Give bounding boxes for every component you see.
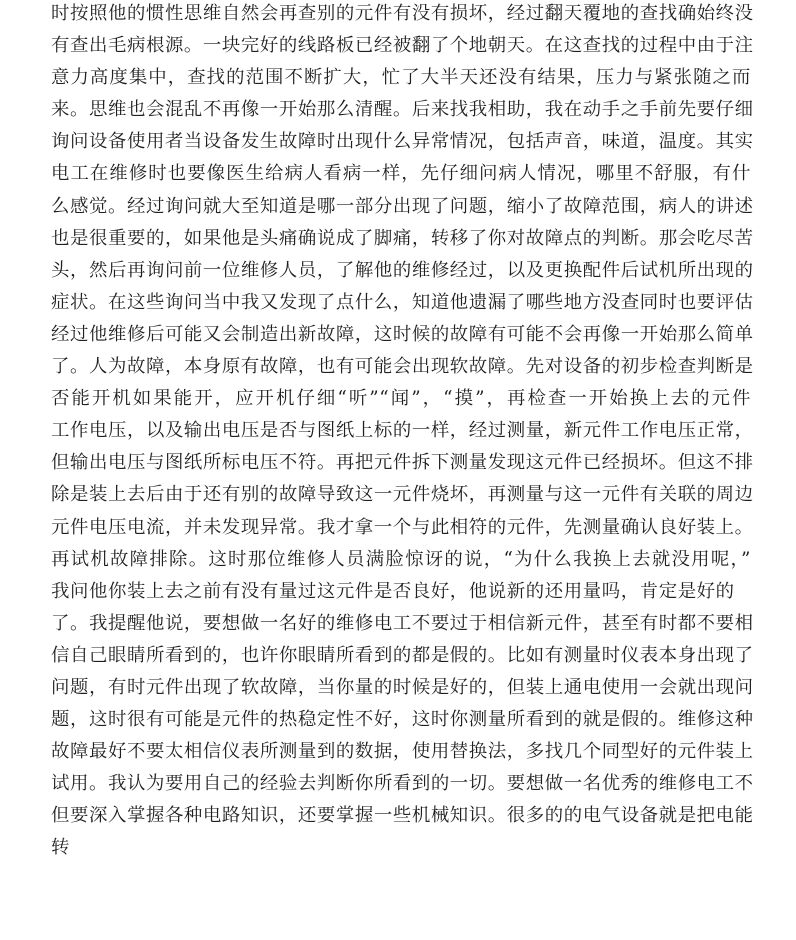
text-line: 问题，有时元件出现了软故障，当你量的时候是好的，但装上通电使用一会就出现问 [51, 676, 754, 698]
text-line: 来。思维也会混乱不再像一开始那么清醒。后来找我相助，我在动手之手前先要仔细 [51, 99, 754, 121]
text-line: 除是装上去后由于还有别的故障导致这一元件烧坏，再测量与这一元件有关联的周边 [51, 484, 754, 506]
text-line: 转 [51, 837, 70, 859]
text-line: 再试机故障排除。这时那位维修人员满脸惊讶的说，“为什么我换上去就没用呢，” [51, 548, 751, 570]
text-line: 元件电压电流，并未发现异常。我才拿一个与此相符的元件，先测量确认良好装上。 [51, 516, 754, 538]
text-line: 工作电压，以及输出电压是否与图纸上标的一样，经过测量，新元件工作电压正常， [51, 420, 754, 442]
text-line: 有查出毛病根源。一块完好的线路板已经被翻了个地朝天。在这查找的过程中由于注 [51, 35, 754, 57]
text-line: 询问设备使用者当设备发生故障时出现什么异常情况，包括声音，味道，温度。其实 [51, 131, 754, 153]
text-line: 但要深入掌握各种电路知识，还要掌握一些机械知识。很多的的电气设备就是把电能 [51, 805, 754, 827]
text-line: 也是很重要的，如果他是头痛确说成了脚痛，转移了你对故障点的判断。那会吃尽苦 [51, 227, 754, 249]
text-line: 症状。在这些询问当中我又发现了点什么，知道他遗漏了哪些地方没查同时也要评估 [51, 291, 754, 313]
text-line: 了。我提醒他说，要想做一名好的维修电工不要过于相信新元件，甚至有时都不要相 [51, 612, 754, 634]
text-line: 我问他你装上去之前有没有量过这元件是否良好，他说新的还用量吗，肯定是好的 [51, 580, 735, 602]
text-line: 但输出电压与图纸所标电压不符。再把元件拆下测量发现这元件已经损坏。但这不排 [51, 452, 754, 474]
text-line: 试用。我认为要用自己的经验去判断你所看到的一切。要想做一名优秀的维修电工不 [51, 773, 754, 795]
text-line: 头，然后再询问前一位维修人员，了解他的维修经过，以及更换配件后试机所出现的 [51, 259, 754, 281]
text-line: 了。人为故障，本身原有故障，也有可能会出现软故障。先对设备的初步检查判断是 [51, 356, 754, 378]
text-line: 电工在维修时也要像医生给病人看病一样，先仔细问病人情况，哪里不舒服，有什 [51, 163, 751, 185]
body-text [51, 0, 754, 865]
text-line: 题，这时很有可能是元件的热稳定性不好，这时你测量所看到的就是假的。维修这种 [51, 709, 754, 731]
text-line: 信自己眼睛所看到的，也许你眼睛所看到的都是假的。比如有测量时仪表本身出现了 [51, 644, 754, 666]
text-line: 故障最好不要太相信仪表所测量到的数据，使用替换法，多找几个同型好的元件装上 [51, 741, 754, 763]
text-line: 意力高度集中，查找的范围不断扩大，忙了大半天还没有结果，压力与紧张随之而 [51, 67, 751, 89]
text-line: 时按照他的惯性思维自然会再查别的元件有没有损坏，经过翻天覆地的查找确始终没 [51, 3, 754, 24]
text-line: 经过他维修后可能又会制造出新故障，这时候的故障有可能不会再像一开始那么简单 [51, 323, 754, 345]
text-line: 否能开机如果能开，应开机仔细“听”“闻”，“摸”，再检查一开始换上去的元件 [51, 388, 751, 410]
text-line: 么感觉。经过询问就大至知道是哪一部分出现了问题，缩小了故障范围，病人的讲述 [51, 195, 754, 217]
